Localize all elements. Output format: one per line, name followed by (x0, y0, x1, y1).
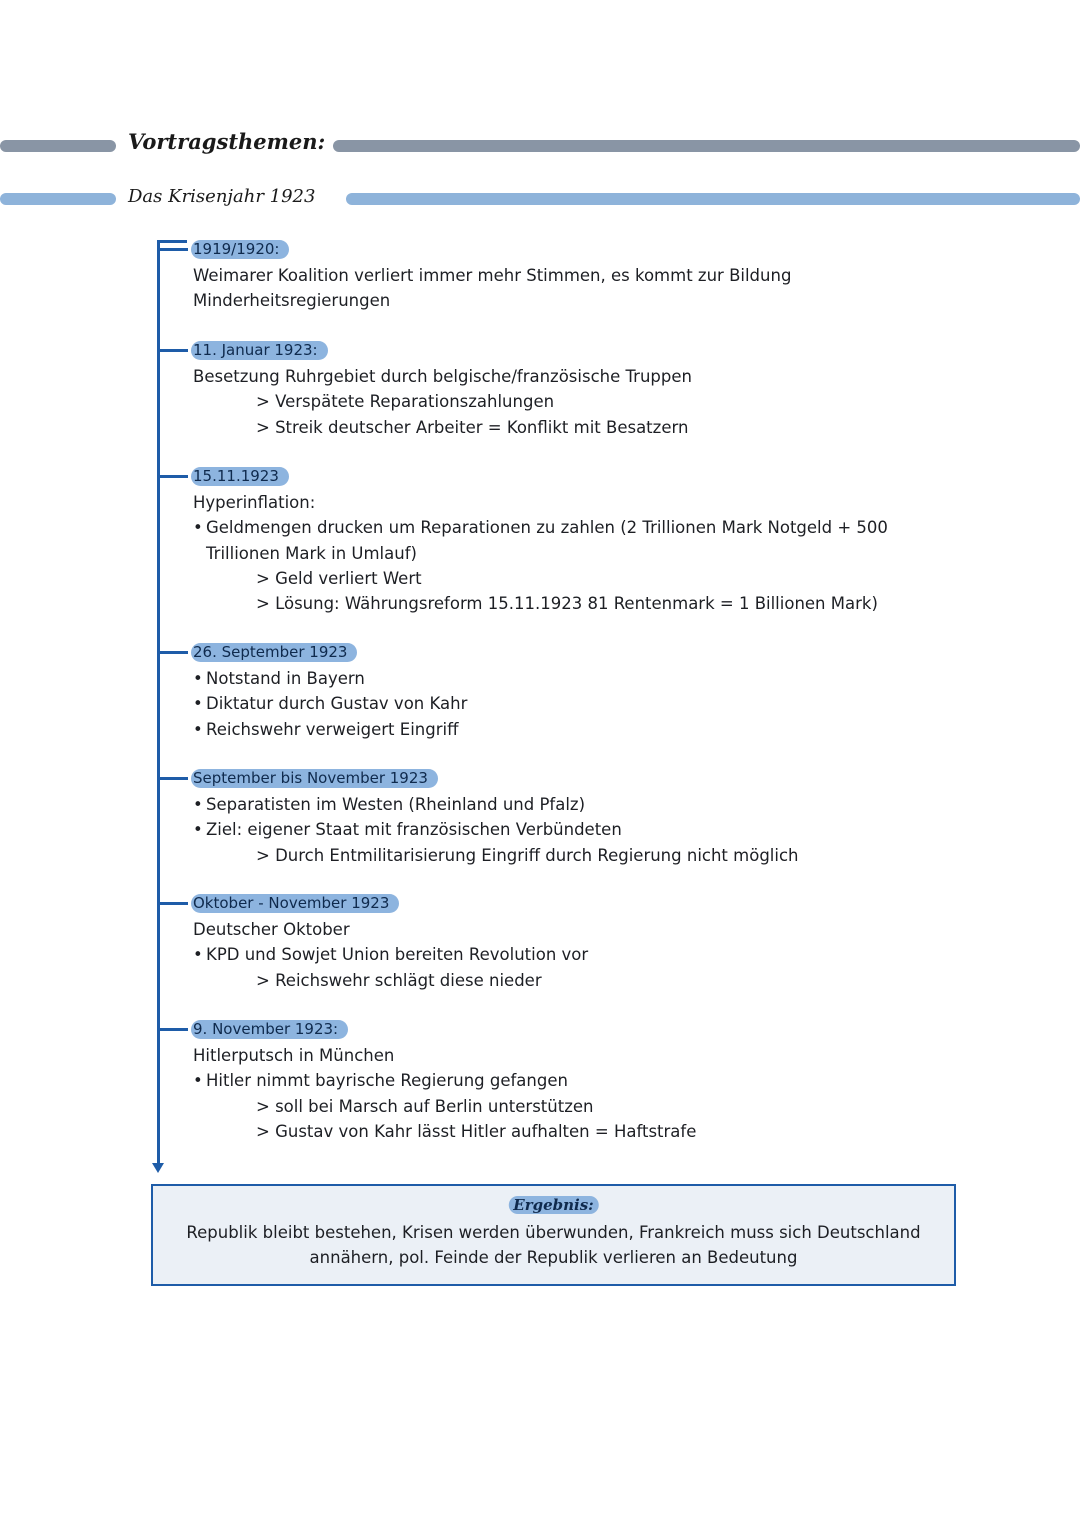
entry-arrow-item: > soll bei Marsch auf Berlin unterstützen (193, 1094, 696, 1119)
timeline-tick (158, 1028, 188, 1031)
entry-bullet-item: • Separatisten im Westen (Rheinland und Pfalz) (193, 792, 799, 817)
result-line: annähern, pol. Feinde der Republik verlieren an Bedeutung (309, 1248, 798, 1267)
entry-body (193, 792, 799, 868)
subtitle-bar-left (0, 193, 116, 205)
timeline-tick (158, 349, 188, 352)
section-title: Das Krisenjahr 1923 (128, 186, 316, 207)
entry-date: September bis November 1923 (191, 769, 438, 788)
entry-bullet-item: • Geldmengen drucken um Reparationen zu zahlen (2 Trillionen Mark Notgeld + 500 (193, 515, 888, 540)
timeline-axis (157, 240, 160, 1165)
entry-body (193, 263, 791, 314)
entry-date: 1919/1920: (191, 240, 289, 259)
entry-date: 11. Januar 1923: (191, 341, 328, 360)
result-title: Ergebnis: (508, 1196, 598, 1214)
entry-body (193, 1043, 696, 1144)
entry-bullet-item: • Diktatur durch Gustav von Kahr (193, 691, 467, 716)
entry-bullet-item: • Notstand in Bayern (193, 666, 467, 691)
entry-bullet-item: • Reichswehr verweigert Eingriff (193, 717, 467, 742)
timeline-tick (158, 777, 188, 780)
entry-line: Weimarer Koalition verliert immer mehr Stimmen, es kommt zur Bildung (193, 266, 792, 285)
timeline-tick (158, 651, 188, 654)
entry-bullet-item: • KPD und Sowjet Union bereiten Revolution vor (193, 942, 588, 967)
timeline-top-cap (157, 240, 187, 243)
entry-arrow-item: > Durch Entmilitarisierung Eingriff durch Regierung nicht möglich (193, 843, 799, 868)
entry-line: Besetzung Ruhrgebiet durch belgische/französische Truppen (193, 367, 692, 386)
entry-body (193, 490, 888, 616)
result-box (151, 1184, 956, 1286)
entry-body (193, 917, 588, 993)
entry-date: 9. November 1923: (191, 1020, 348, 1039)
title-bar-right (333, 140, 1080, 152)
entry-bullet-item: • Ziel: eigener Staat mit französischen Verbündeten (193, 817, 799, 842)
entry-date: 26. September 1923 (191, 643, 357, 662)
entry-date: Oktober - November 1923 (191, 894, 399, 913)
entry-body (193, 666, 467, 742)
entry-arrow-item: > Lösung: Währungsreform 15.11.1923 81 Rentenmark = 1 Billionen Mark) (193, 591, 888, 616)
entry-bullet-continuation: Trillionen Mark in Umlauf) (206, 543, 417, 563)
entry-body (193, 364, 692, 440)
entry-date: 15.11.1923 (191, 467, 289, 486)
entry-line: Hyperinflation: (193, 493, 316, 512)
entry-line: Minderheitsregierungen (193, 291, 391, 311)
entry-arrow-item: > Gustav von Kahr lässt Hitler aufhalten = Haftstrafe (193, 1119, 696, 1144)
entry-line: Deutscher Oktober (193, 920, 350, 939)
entry-arrow-item: > Geld verliert Wert (193, 566, 888, 591)
timeline-tick (158, 475, 188, 478)
result-line: Republik bleibt bestehen, Krisen werden überwunden, Frankreich muss sich Deutschland (186, 1223, 921, 1242)
entry-arrow-item: > Verspätete Reparationszahlungen (193, 389, 692, 414)
title-bar-left (0, 140, 116, 152)
entry-bullet-item: • Hitler nimmt bayrische Regierung gefangen (193, 1068, 696, 1093)
subtitle-bar-right (346, 193, 1080, 205)
entry-arrow-item: > Streik deutscher Arbeiter = Konflikt mit Besatzern (193, 415, 692, 440)
timeline-tick (158, 248, 188, 251)
result-text (153, 1220, 954, 1270)
entry-line: Hitlerputsch in München (193, 1046, 395, 1065)
timeline-tick (158, 902, 188, 905)
page-title: Vortragsthemen: (128, 129, 326, 154)
timeline-arrow-icon (152, 1163, 164, 1173)
entry-arrow-item: > Reichswehr schlägt diese nieder (193, 968, 588, 993)
